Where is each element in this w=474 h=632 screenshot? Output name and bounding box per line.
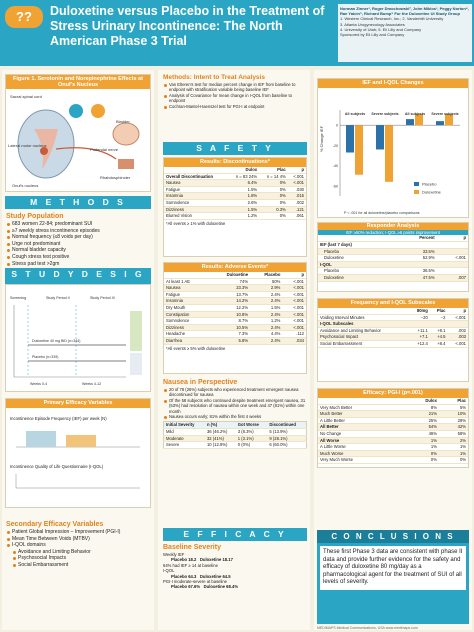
design-label: Weeks 4-12 (82, 382, 102, 386)
design-label: Weeks 0-4 (30, 382, 48, 386)
chart-note: P < .001 for all duloxetine/placebo comparisons (344, 211, 420, 215)
nausea-section (163, 378, 307, 449)
list-item: ≥7 weekly stress incontinence episodes (6, 228, 152, 235)
methods-analysis (163, 74, 307, 109)
affiliation: 3. Atlanta Urogynecology Associates (340, 21, 405, 27)
ief-chart-title: IEF and I-QOL Changes (318, 79, 468, 88)
list-item: Normal frequency (≤8 voids per day) (6, 234, 152, 241)
list-item: 683 women 22-84; predominant SUI (6, 221, 152, 228)
category-label: Severe subjects (431, 112, 459, 116)
discontinuations-table: Dulox Plac p Overall Discontinuation n = 83 24% n = 14 4% <.001 Nausea 6.4% 0% <.001 Fatigue 1.5% 0% .030 Insomnia 1.8% 0% .015 Somnolence 2.6% 0% .002 Dizziness 1.5% 0.3% .121 Blurred Vision 1.2% 0% .061 (166, 167, 304, 219)
responder-title: Responder Analysis (318, 223, 468, 230)
table-row: Avoidance and Limiting Behavior +11.1 +8.1 .002 (320, 327, 466, 333)
frequency-table: 80mg Plac p Voiding Interval Minutes −20 −2 <.001 I-QOL Subscales Avoidance and Limiting Behavior +11.1 +8.1 .002 Psychosocial Impact +7.1 +4.5 .003 Social Embarrassment +12.4 +8.4 <.001 (320, 308, 466, 346)
primary-iqol-graphic (6, 470, 150, 492)
table-row: Much Better 21% 10% (320, 411, 466, 417)
list-item: Nausea occurs early; 81% within the first 4 weeks (163, 414, 307, 419)
baseline-title: Baseline Severity (163, 544, 221, 551)
figure1-title: Figure 1. Serotonin and Norepinephrine Effects at Onuf's Nucleus (6, 75, 150, 89)
adverse-events-table: Duloxetine Placebo p At least 1 AE 74% 50% <.001 Nausea 23.3% 2.9% <.001 Fatigue 13.7% 2.4% <.001 Insomnia 14.2% 2.4% <.001 Dry Mouth 12.2% 1.5% <.001 Constipation 10.8% 2.4% <.001 Somnolence 8.7% 1.2% <.001 Dizziness 10.5% 2.4% <.001 Headache 7.3% 4.4% .112 Diarrhea 5.8% 2.4% .034 (166, 272, 304, 343)
discontinuations-box (163, 157, 307, 257)
legend-duloxetine: Duloxetine (422, 189, 441, 195)
poster-badge: ?? (5, 6, 43, 28)
list-item: Placebo 64.3 Duloxetine 64.5 (171, 573, 231, 579)
table-row: Voiding Interval Minutes −20 −2 <.001 (320, 314, 466, 320)
nausea-table: Initial Severity n (%) Got Worse Discontinued Mild 36 (46.2%) 3 (8.3%) 5 (13.9%) Moderate 32 (41%) 1 (3.1%) 9 (28.1%) Severe 10 (12.8%) 0 (0%) 6 (60.0%) (163, 421, 307, 448)
secondary-efficacy (6, 520, 152, 569)
list-item: Placebo 67.6% Duloxetine 68.4% (171, 584, 239, 590)
study-design-header: S T U D Y D E S I G (5, 268, 151, 294)
primary-item: Incontinence Quality of Life Questionnaire (I-QOL) (10, 464, 104, 470)
conclusions-box (317, 530, 469, 624)
study-population-title: Study Population (6, 213, 64, 220)
table-row: Dizziness 10.5% 2.4% <.001 (166, 324, 304, 330)
study-population (6, 212, 152, 267)
table-row: Nausea 23.3% 2.9% <.001 (166, 285, 304, 291)
label-rhabdo: Rhabdosphincter (100, 175, 131, 180)
author-names: Norman Zinner¹, Roger Dmochowski², John Miklos³, Peggy Norton⁴, Rae Yalcin⁵, Richard Bump⁵ For the Duloxetine UI Study Group (340, 6, 469, 17)
pgi-table: Dulox Plac Very Much Better 8% 5% Much Better 21% 10% A Little Better 25% 28% All Better 54% 42% No Change 46% 58% All Worse 1% 2% A Little Worse 1% 1% Much Worse 0% 1% Very Much Worse 0% 0% (320, 398, 466, 463)
bar-duloxetine-1 (355, 125, 363, 175)
label-bladder: Bladder (116, 119, 130, 124)
primary-item: Incontinence Episode Frequency (IEF) per week (N) (10, 416, 107, 421)
label-pudendal: Pudendal nerve (90, 147, 119, 152)
list-item: Van Elteren's test for median percent change in IEF from baseline to endpoint with stratification variable being baseline IEF (163, 82, 307, 93)
category-label: Severe subjects (371, 112, 399, 116)
adverse-events-box (163, 262, 307, 374)
list-item: Urge not predominant (6, 241, 152, 248)
bar-duloxetine-2 (385, 125, 393, 182)
table-row: Blurred Vision 1.2% 0% .061 (166, 213, 304, 219)
legend-placebo: Placebo (422, 181, 437, 187)
y-tick-label: -20 (332, 143, 338, 148)
list-item: Weekly IEF (163, 552, 185, 557)
category-label: All subjects (404, 112, 426, 116)
baseline-severity (163, 543, 307, 590)
design-label: Duloxetine 40 mg BID (n=344) (32, 339, 81, 343)
design-label: Screening (10, 296, 27, 300)
table-row: Insomnia 14.2% 2.4% <.001 (166, 298, 304, 304)
list-item: I-QOL domains (6, 542, 152, 549)
list-item: Social Embarrassment (12, 562, 152, 569)
nausea-title: Nausea in Perspective (163, 379, 238, 386)
label-sacral: Sacral spinal cord (10, 94, 42, 99)
efficacy-header: E F F I C A C Y (163, 528, 307, 541)
list-item: Cough stress test positive (6, 254, 152, 261)
table-row: Dizziness 1.5% 0.3% .121 (166, 206, 304, 212)
bar-placebo-4 (436, 121, 444, 125)
study-design-diagram (5, 284, 151, 392)
author-block (338, 4, 472, 62)
conclusions-text: These first Phase 3 data are consistent with phase II data and provide further evidence for the safety and efficacy of duloxetine 80 mg/day as a pharmacological agent for the treatment of SUI of all levels of severity. (320, 546, 466, 590)
table-row: Diarrhea 5.8% 2.4% .034 (166, 337, 304, 343)
table-row: All Worse 1% 2% (320, 437, 466, 443)
table-row: Duloxetine 52.9% <.001 (318, 255, 468, 262)
footer: MEDIMAPS Medical Communications, USA www.medimaps.com (317, 626, 418, 630)
conclusions-title: C O N C L U S I O N S (317, 530, 469, 543)
primary-ief-graphic (6, 421, 150, 451)
secondary-efficacy-title: Secondary Efficacy Variables (6, 521, 104, 528)
primary-efficacy-title: Primary Efficacy Variables (6, 399, 150, 408)
table-row: Very Much Better 8% 5% (320, 404, 466, 410)
list-item: Avoidance and Limiting Behavior (12, 549, 152, 556)
methods-header: M E T H O D S (5, 196, 151, 209)
table-row: A Little Better 25% 28% (320, 417, 466, 423)
list-item: PGI-I moderate-severe at baseline (163, 579, 228, 585)
table-row: All Better 54% 42% (320, 424, 466, 430)
list-item: Psychosocial Impacts (12, 555, 152, 562)
table-row: At least 1 AE 74% 50% <.001 (166, 278, 304, 284)
table-row: Much Worse 0% 1% (320, 450, 466, 456)
list-item: Placebo 18.2 Duloxetine 18.17 (171, 557, 233, 563)
table-row: Placebo 36.5% (318, 268, 468, 275)
list-item: I-QOL (163, 568, 175, 574)
frequency-title: Frequency and I-QOL Subscales (318, 299, 468, 308)
y-axis-label: % Change IEF (319, 125, 324, 152)
table-row: Headache 7.3% 4.4% .112 (166, 331, 304, 337)
methods-analysis-title: Methods: Intent to Treat Analysis (163, 74, 265, 81)
y-tick-label: 0 (336, 123, 338, 128)
responder-table: Percent p IEF (last 7 days) Placebo 33.5% Duloxetine 52.9% <.001 I-QOL Placebo 36.5% Duloxetine 47.5% .007 (320, 235, 466, 280)
affiliation: 1. Western Clinical Research, Inc.; 2. Vanderbilt University (340, 16, 444, 22)
figure1-box (5, 74, 151, 192)
pgi-title: Efficacy: PGI-I (p=.001) (318, 389, 468, 398)
table-row: Somnolence 2.6% 0% .002 (166, 199, 304, 205)
list-item: Cochran-Mantel-Haenszel test for PGI-I at endpoint (163, 104, 307, 109)
list-item: Stress pad test >2gm (6, 261, 152, 268)
table-row: Nausea 6.4% 0% <.001 (166, 180, 304, 186)
design-label: Study Period II (46, 296, 70, 300)
bar-placebo-1 (346, 125, 354, 152)
list-item: 64% had IEF ≥ 14 at baseline (163, 562, 218, 568)
y-tick-label: -60 (332, 184, 338, 189)
table-row: I-QOL (318, 261, 468, 268)
frequency-box (317, 298, 469, 382)
design-chart (6, 285, 150, 391)
list-item: Of the 58 subjects who continued despite treatment emergent nausea, 31 (53%) had resolution of nausea within one week and 47 (81%) within one month (163, 398, 307, 414)
design-label: Placebo (n=339) (32, 355, 59, 359)
table-row: A Little Worse 1% 1% (320, 444, 466, 450)
bar-placebo-3 (406, 119, 414, 125)
poster-title: Duloxetine versus Placebo in the Treatment of Stress Urinary Incontinence: The North American Phase 3 Trial (50, 4, 325, 48)
table-note: *All events ≥ 5% with duloxetine (166, 345, 226, 351)
table-row: Very Much Worse 0% 0% (320, 457, 466, 463)
y-tick-label: -40 (332, 164, 338, 169)
responder-subtitle: IEF ≥50% reduction; I-QOL ≥6 points improvement (318, 230, 468, 235)
table-row: Fatigue 13.7% 2.4% <.001 (166, 291, 304, 297)
table-row: I-QOL Subscales (318, 321, 468, 328)
primary-efficacy-box (5, 398, 151, 508)
bar-placebo-2 (376, 125, 384, 149)
affiliation: 4. University of Utah; 5. Eli Lilly and Company (340, 26, 422, 32)
table-row: No Change 46% 58% (320, 430, 466, 436)
adverse-events-title: Results: Adverse Events* (164, 263, 306, 272)
table-row: Overall Discontinuation n = 83 24% n = 14 4% <.001 (166, 173, 304, 179)
table-row: Psychosocial Impact +7.1 +4.5 .003 (320, 334, 466, 340)
list-item: 20 of 78 (26%) subjects who experienced treatment emergent nausea discontinued for nausea (163, 387, 307, 398)
spinal-cord-diagram (6, 89, 150, 193)
label-lateral: Lateral motor nucleus (8, 143, 47, 148)
table-row: Fatigue 1.5% 0% .030 (166, 186, 304, 192)
affiliation: Sponsored by Eli Lilly and Company (340, 32, 405, 38)
discontinuations-title: Results: Discontinuations* (164, 158, 306, 167)
label-onuf: Onuf's nucleus (12, 183, 39, 188)
design-label: Study Period III (90, 296, 115, 300)
pgi-box (317, 388, 469, 468)
table-row: Dry Mouth 12.2% 1.5% <.001 (166, 304, 304, 310)
table-row: Insomnia 1.8% 0% .015 (166, 193, 304, 199)
responder-box (317, 222, 469, 292)
table-row: IEF (last 7 days) (318, 242, 468, 249)
list-item: Normal bladder capacity (6, 247, 152, 254)
table-row: Moderate 32 (41%) 1 (3.1%) 9 (28.1%) (164, 435, 307, 442)
list-item: Mean Time Between Voids (MTBV) (6, 536, 152, 543)
table-row: Somnolence 8.7% 1.2% <.001 (166, 318, 304, 324)
ief-bar-chart (318, 88, 468, 216)
table-row: Placebo 33.5% (318, 248, 468, 255)
table-row: Social Embarrassment +12.4 +8.4 <.001 (320, 340, 466, 346)
safety-header: S A F E T Y (163, 142, 307, 155)
table-note: *All events ≥ 1% with duloxetine (166, 220, 226, 226)
table-row: Duloxetine 47.5% .007 (318, 274, 468, 281)
category-label: All subjects (344, 112, 366, 116)
table-row: Severe 10 (12.8%) 0 (0%) 6 (60.0%) (164, 442, 307, 449)
table-row: Constipation 10.8% 2.4% <.001 (166, 311, 304, 317)
table-row: Mild 36 (46.2%) 3 (8.3%) 5 (13.9%) (164, 429, 307, 436)
ief-chart-box (317, 78, 469, 218)
list-item: Patient Global Impression – Improvement (PGI-I) (6, 529, 152, 536)
list-item: Analysis of Covariance for mean change in I-QOL from baseline to endpoint (163, 93, 307, 104)
